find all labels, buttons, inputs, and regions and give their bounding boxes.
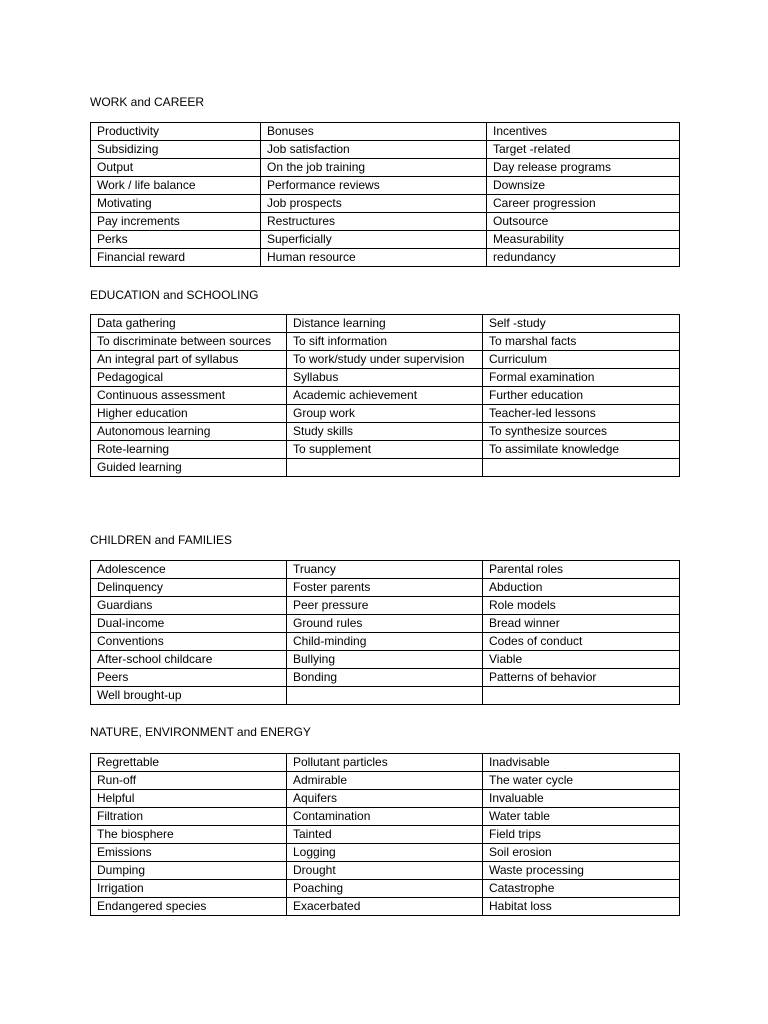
table-cell: Parental roles — [483, 561, 680, 579]
table-cell: To work/study under supervision — [287, 351, 483, 369]
table-row — [91, 351, 680, 369]
table-row — [91, 315, 680, 333]
table-row — [91, 231, 680, 249]
table-cell: Incentives — [487, 123, 680, 141]
table-cell: Viable — [483, 651, 680, 669]
table-cell: Delinquency — [91, 579, 287, 597]
table-cell: Pay increments — [91, 213, 261, 231]
table-cell: Drought — [287, 862, 483, 880]
table-row — [91, 597, 680, 615]
table-cell: To sift information — [287, 333, 483, 351]
section-title: WORK and CAREER — [90, 95, 205, 109]
table-row — [91, 898, 680, 916]
table-cell: Downsize — [487, 177, 680, 195]
table-row — [91, 754, 680, 772]
table-cell: Poaching — [287, 880, 483, 898]
table-cell: Run-off — [91, 772, 287, 790]
table-cell: On the job training — [261, 159, 487, 177]
table-cell: Soil erosion — [483, 844, 680, 862]
table-cell: Tainted — [287, 826, 483, 844]
table-cell: Performance reviews — [261, 177, 487, 195]
table-cell: Foster parents — [287, 579, 483, 597]
table-cell — [287, 687, 483, 705]
table-cell: Patterns of behavior — [483, 669, 680, 687]
table-row — [91, 669, 680, 687]
table-cell: Invaluable — [483, 790, 680, 808]
table-cell: Distance learning — [287, 315, 483, 333]
table-row — [91, 790, 680, 808]
table-cell: The water cycle — [483, 772, 680, 790]
table-cell: Guardians — [91, 597, 287, 615]
table-cell: Rote-learning — [91, 441, 287, 459]
table-cell: To discriminate between sources — [91, 333, 287, 351]
table-cell: Logging — [287, 844, 483, 862]
table-row — [91, 459, 680, 477]
table-row — [91, 579, 680, 597]
table-cell: Bonuses — [261, 123, 487, 141]
table-cell: Human resource — [261, 249, 487, 267]
table-cell: Further education — [483, 387, 680, 405]
table-cell: Study skills — [287, 423, 483, 441]
table-cell: Curriculum — [483, 351, 680, 369]
table-cell — [483, 687, 680, 705]
table-row — [91, 441, 680, 459]
table-cell: Emissions — [91, 844, 287, 862]
table-row — [91, 615, 680, 633]
table-cell: Group work — [287, 405, 483, 423]
table-cell: Role models — [483, 597, 680, 615]
table-cell: Exacerbated — [287, 898, 483, 916]
table-cell: Job prospects — [261, 195, 487, 213]
vocabulary-table — [90, 753, 680, 916]
table-cell: Target -related — [487, 141, 680, 159]
table-row — [91, 880, 680, 898]
table-cell: Guided learning — [91, 459, 287, 477]
table-cell: To supplement — [287, 441, 483, 459]
table-cell: Waste processing — [483, 862, 680, 880]
table-cell: Data gathering — [91, 315, 287, 333]
table-cell: Contamination — [287, 808, 483, 826]
section-title: CHILDREN and FAMILIES — [90, 533, 233, 547]
table-row — [91, 123, 680, 141]
table-row — [91, 844, 680, 862]
table-cell: Helpful — [91, 790, 287, 808]
table-cell: Academic achievement — [287, 387, 483, 405]
table-row — [91, 633, 680, 651]
table-cell: Codes of conduct — [483, 633, 680, 651]
table-cell: Inadvisable — [483, 754, 680, 772]
table-cell: Field trips — [483, 826, 680, 844]
table-cell: Syllabus — [287, 369, 483, 387]
table-cell: Outsource — [487, 213, 680, 231]
table-cell — [287, 459, 483, 477]
table-cell: Job satisfaction — [261, 141, 487, 159]
table-cell: Self -study — [483, 315, 680, 333]
table-cell: Productivity — [91, 123, 261, 141]
table-cell: Work / life balance — [91, 177, 261, 195]
table-cell: Day release programs — [487, 159, 680, 177]
table-cell: Abduction — [483, 579, 680, 597]
table-cell: Dual-income — [91, 615, 287, 633]
table-cell: Water table — [483, 808, 680, 826]
table-cell: Bread winner — [483, 615, 680, 633]
vocabulary-table — [90, 560, 680, 705]
table-cell: Peer pressure — [287, 597, 483, 615]
table-cell: Pedagogical — [91, 369, 287, 387]
table-cell: Admirable — [287, 772, 483, 790]
table-cell: redundancy — [487, 249, 680, 267]
table-cell: Catastrophe — [483, 880, 680, 898]
table-row — [91, 195, 680, 213]
table-cell: Adolescence — [91, 561, 287, 579]
table-row — [91, 159, 680, 177]
table-cell: Aquifers — [287, 790, 483, 808]
table-cell: Well brought-up — [91, 687, 287, 705]
vocabulary-table — [90, 314, 680, 477]
table-row — [91, 333, 680, 351]
table-cell: Subsidizing — [91, 141, 261, 159]
table-cell: Perks — [91, 231, 261, 249]
table-row — [91, 387, 680, 405]
table-cell: Superficially — [261, 231, 487, 249]
vocabulary-table — [90, 122, 680, 267]
table-row — [91, 808, 680, 826]
table-cell: Irrigation — [91, 880, 287, 898]
table-cell: To assimilate knowledge — [483, 441, 680, 459]
table-row — [91, 249, 680, 267]
table-row — [91, 826, 680, 844]
table-cell: Filtration — [91, 808, 287, 826]
table-row — [91, 862, 680, 880]
table-row — [91, 177, 680, 195]
table-cell: Autonomous learning — [91, 423, 287, 441]
table-cell: Teacher-led lessons — [483, 405, 680, 423]
table-cell: Ground rules — [287, 615, 483, 633]
table-row — [91, 213, 680, 231]
table-cell: Higher education — [91, 405, 287, 423]
table-row — [91, 651, 680, 669]
table-cell: Habitat loss — [483, 898, 680, 916]
table-cell: Restructures — [261, 213, 487, 231]
table-row — [91, 423, 680, 441]
table-cell: Career progression — [487, 195, 680, 213]
table-row — [91, 141, 680, 159]
table-cell: Dumping — [91, 862, 287, 880]
table-cell: Endangered species — [91, 898, 287, 916]
table-row — [91, 687, 680, 705]
table-cell: Bullying — [287, 651, 483, 669]
table-cell: After-school childcare — [91, 651, 287, 669]
table-row — [91, 561, 680, 579]
table-cell — [483, 459, 680, 477]
table-row — [91, 405, 680, 423]
table-cell: The biosphere — [91, 826, 287, 844]
table-cell: Conventions — [91, 633, 287, 651]
table-cell: Continuous assessment — [91, 387, 287, 405]
table-cell: Regrettable — [91, 754, 287, 772]
table-cell: Output — [91, 159, 261, 177]
table-cell: Motivating — [91, 195, 261, 213]
section-title: EDUCATION and SCHOOLING — [90, 288, 259, 302]
table-cell: Peers — [91, 669, 287, 687]
section-title: NATURE, ENVIRONMENT and ENERGY — [90, 725, 311, 739]
table-cell: Truancy — [287, 561, 483, 579]
table-cell: Pollutant particles — [287, 754, 483, 772]
table-cell: Formal examination — [483, 369, 680, 387]
table-cell: Child-minding — [287, 633, 483, 651]
table-cell: Measurability — [487, 231, 680, 249]
table-cell: To marshal facts — [483, 333, 680, 351]
table-cell: An integral part of syllabus — [91, 351, 287, 369]
table-cell: Financial reward — [91, 249, 261, 267]
table-row — [91, 772, 680, 790]
table-cell: Bonding — [287, 669, 483, 687]
table-cell: To synthesize sources — [483, 423, 680, 441]
table-row — [91, 369, 680, 387]
